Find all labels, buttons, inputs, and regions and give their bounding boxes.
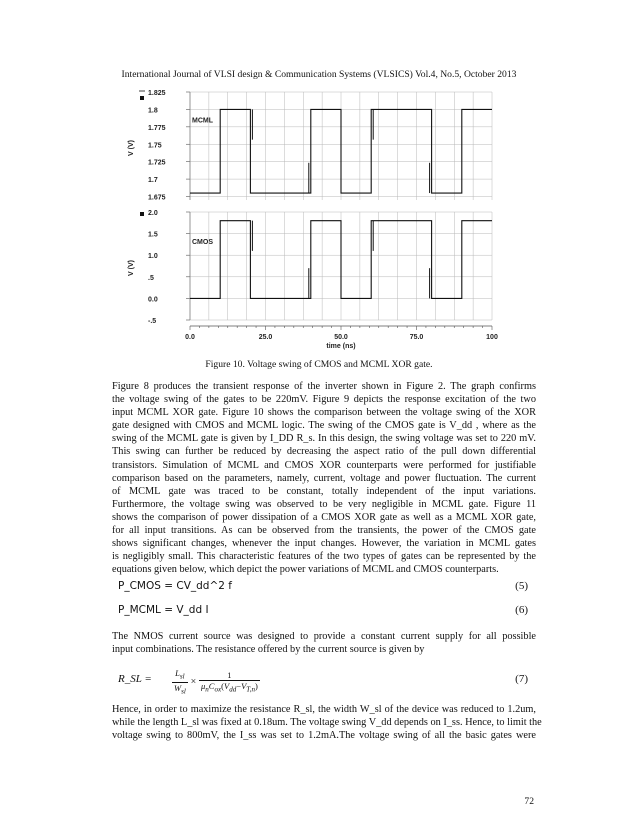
text-line: comparison based on the parameters, namely, current, voltage and power fluctuation. The current <box>112 472 536 484</box>
paragraph-1 <box>112 380 536 576</box>
equation-6 <box>112 604 536 620</box>
equation-5 <box>112 580 536 596</box>
y-axis-label: V (V) <box>128 140 135 156</box>
text-line: gate designed with CMOS and MCML logic. The swing of the CMOS gate is V_dd , where as the <box>112 420 536 432</box>
y-tick-label: 1.0 <box>148 253 158 261</box>
y-tick-label: 1.75 <box>148 142 162 150</box>
paragraph-3 <box>112 703 542 742</box>
text-line: input MCML XOR gate. Figure 10 shows the comparison between the voltage swing of the XOR <box>112 407 536 419</box>
text-line: Hence, in order to maximize the resistance R_sl, the width W_sl of the device was reduced to 1.2um, <box>112 704 536 715</box>
text-line: Furthermore, the voltage swing was observed to be very negligible in MCML gate. Figure 11 <box>112 498 536 510</box>
x-tick-label: 25.0 <box>258 334 273 341</box>
text-line: shows the comparison of power dissipation of a CMOS XOR gate as well as a MCML XOR gate, <box>112 511 536 523</box>
text-line: the voltage swing of the gates to be 220mV. Figure 9 depicts the response excitation of the two <box>112 394 536 406</box>
text-line: input combinations. The resistance offered by the current source is given by <box>112 644 425 656</box>
text-line: while the length L_sl was fixed at 0.18um. The voltage swing V_dd depends on I_ss. Hence, to limit the <box>112 717 542 729</box>
journal-header: International Journal of VLSI design & Communication Systems (VLSICS) Vol.4, No.5, October 2013 <box>121 69 517 80</box>
paragraph-2 <box>112 630 536 656</box>
equation-7-lhs: R_SL = <box>118 673 152 685</box>
equation-6-number: (6) <box>515 604 528 616</box>
waveform-line <box>190 109 492 193</box>
y-tick-label: 1.725 <box>148 159 166 167</box>
text-line: This swing can further be reduced by decreasing the aspect ratio of the pull down differential <box>112 446 536 458</box>
equation-7-fraction: $\frac{L_{sl}}{W_{sl}}$ × $\frac{1}{\mu_nC_{ox}(V_{dd}-V_{T,n})}$ <box>174 668 258 696</box>
text-line: transistors. Simulation of MCML and CMOS XOR counterparts were performed for justifiable <box>112 459 536 471</box>
series-label: CMOS <box>192 238 213 246</box>
equation-5-number: (5) <box>515 580 528 592</box>
y-tick-label: 1.675 <box>148 194 166 202</box>
figure-caption: Figure 10. Voltage swing of CMOS and MCML XOR gate. <box>205 359 433 370</box>
panel-marker <box>140 96 144 100</box>
y-tick-label: 1.825 <box>148 90 166 97</box>
text-line: The NMOS current source was designed to provide a constant current supply for all possible <box>112 631 536 642</box>
page-number: 72 <box>524 796 534 807</box>
equation-7 <box>112 668 536 696</box>
series-label: MCML <box>192 117 213 125</box>
x-tick-label: 75.0 <box>409 334 424 341</box>
text-line: equations given below, which depict the power variations of MCML and CMOS counterparts. <box>112 564 499 576</box>
x-tick-label: 50.0 <box>334 334 348 341</box>
text-line: voltage swing to 800mV, the I_ss was set to 1.2mA.The voltage swing of all the basic gates were <box>112 730 536 742</box>
equation-5-body: P_CMOS = CV_dd^2 f <box>118 580 232 592</box>
equation-7-number: (7) <box>515 673 528 685</box>
text-line: for all input transitions. As can be observed from the transients, the power of the CMOS gate <box>112 525 536 537</box>
y-tick-label: 0.0 <box>148 296 158 304</box>
y-tick-label: 1.775 <box>148 124 166 132</box>
voltage-swing-figure <box>118 82 518 354</box>
x-tick-label: 0.0 <box>185 334 195 341</box>
y-tick-label: 1.5 <box>148 231 158 239</box>
text-line: shows significant changes, whenever the input changes. However, the variation in MCML gates <box>112 538 536 550</box>
equation-6-body: P_MCML = V_dd I <box>118 604 209 616</box>
y-tick-label: 1.7 <box>148 177 158 185</box>
y-tick-label: 2.0 <box>148 210 158 217</box>
text-line: of MCML gate was traced to be constant, totally independent of the input variations. <box>112 485 536 497</box>
text-line: Figure 8 produces the transient response of the inverter shown in Figure 2. The graph confirms <box>112 381 536 392</box>
text-line: is negligibly small. This characteristic features of the two types of gates can be represented by the <box>112 551 536 563</box>
y-axis-label: V (V) <box>128 260 135 276</box>
y-tick-label: -.5 <box>148 318 157 325</box>
x-axis-label: time (ns) <box>326 343 356 350</box>
waveform-line <box>190 221 492 299</box>
y-tick-label: 1.8 <box>148 107 158 115</box>
y-tick-label: .5 <box>148 274 154 282</box>
x-tick-label: 100 <box>486 334 498 341</box>
text-line: swing of the MCML gate is given by I_DD R_s. In this design, the swing voltage was set to 220 mV. <box>112 433 536 445</box>
panel-marker <box>140 212 144 216</box>
